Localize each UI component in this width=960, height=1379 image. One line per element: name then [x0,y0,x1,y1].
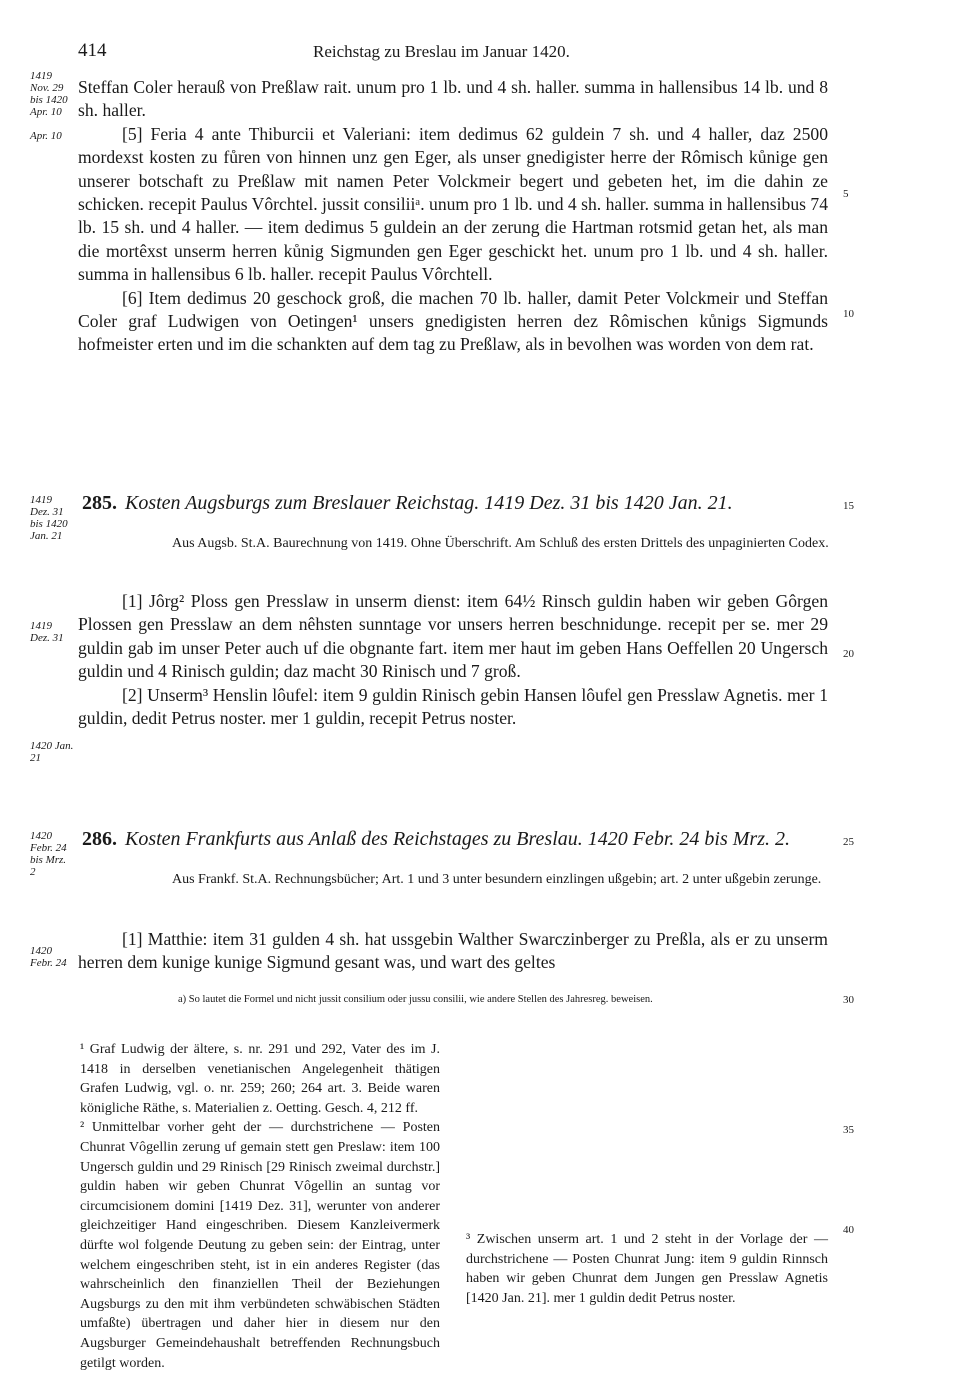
section-number: 286. [82,828,117,850]
section-286-title [82,828,790,851]
line-number: 25 [843,836,854,848]
section-285-source: Aus Augsb. St.A. Baurechnung von 1419. Ohne Überschrift. Am Schluß des ersten Drittels des unpaginierten Codex. [172,536,829,551]
line-number: 40 [843,1224,854,1236]
footnote-3: ³ Zwischen unserm art. 1 und 2 steht in der Vorlage der — durchstrichene — Posten Chunrat Jung: item 9 guldin Rinnsch haben wir geben Chunrat dem Jungen gen Presslaw Agnetis [1420 Jan. 21]. mer 1 guldin dedit Petrus noster. [466,1232,828,1306]
margin-note-date: 1419 Dez. 31 bis 1420 Jan. 21 [30,494,68,542]
paragraph-6: [6] Item dedimus 20 geschock groß, die machen 70 lb. haller, damit Peter Volckmeir und Steffan Coler graf Ludwigen von Oetingen¹ unsers gnedigisten herren dez Rômischen kůnigs Sigmunds hofmeister erten und im die schankten auf dem tag zu Preßlaw, als in bevolhen was worden von dem rat. [78,287,828,355]
section-heading: Kosten Augsburgs zum Breslauer Reichstag. 1419 Dez. 31 bis 1420 Jan. 21. [125,492,733,514]
line-number: 20 [843,648,854,660]
margin-note-date: 1419 Dez. 31 [30,620,64,644]
running-title: Reichstag zu Breslau im Januar 1420. [313,42,570,61]
article-2: [2] Unserm³ Henslin lôufel: item 9 guldin Rinisch gebin Hansen lôufel gen Presslaw Agnetis. mer 1 guldin, dedit Petrus noster. mer 1 guldin, recepit Petrus noster. [78,684,828,729]
section-285-body [78,590,828,730]
line-number: 10 [843,308,854,320]
section-286-source: Aus Frankf. St.A. Rechnungsbücher; Art. 1 und 3 unter besundern einzlingen ußgebin; art. 2 unter ußgebin zerunge. [172,872,822,887]
margin-note-date: 1420 Febr. 24 [30,945,67,969]
section-286-body [78,928,828,975]
margin-note-date: Apr. 10 [30,130,62,142]
footnote-2: ² Unmittelbar vorher geht der — durchstrichene — Posten Chunrat Vôgellin zerung uf gemain stett gen Preslaw: item 100 Ungersch guldin und 29 Rinisch [29 Rinisch zweimal durchstr.] guldin haben wir geben Chunrat Vôgellin an suntag vor circumcisionem domini [1419 Dez. 31], werunter von anderer gleichzeitiger Hand eingeschriben. Diesem Kanzleivermerk dürfte wol folgende Deutung zu geben sein: der Eintrag, unter welchem eingeschriben steht, ist in ein anderes Register (das wahrscheinlich den finanziellen Theil der Beziehungen Augsburgs zu den mit ihm verbündeten schwäbischen Städten umfaßte) übertragen und daher hier in diesem nur den Augsburger Gemeindehaushalt betreffenden Rechnungsbuch getilgt worden. [80,1120,440,1371]
line-number: 35 [843,1124,854,1136]
margin-note-date: 1420 Febr. 24 bis Mrz. 2 [30,830,67,878]
paragraph-5: [5] Feria 4 ante Thiburcii et Valeriani: item dedimus 62 guldein 7 sh. und 4 haller, daz 2500 mordexst kosten zu fůren von hinnen unz gen Eger, als unser gnedigister herre der Rômisch kůnige gen unserer botschaft zu Preßlaw mit namen Peter Volckmeir begert und gebeten het, im die dahin ze schicken. recepit Paulus Vôrchtel. jussit consiliiᵃ. unum pro 1 lb. und 4 sh. haller. summa in hallensibus 74 lb. 15 sh. und 4 haller. — item dedimus 5 guldein an der zerung die Hartman rotsmid getan het, als man die mortêxst unserm herren kůnig Sigmunden gen Eger geschickt het. unum pro 1 lb. und 4 sh. haller. summa in hallensibus 6 lb. haller. recepit Paulus Vôrchtell. [78,123,828,285]
section-285-title [82,492,733,515]
line-number: 5 [843,188,849,200]
margin-note-date: 1420 Jan. 21 [30,740,74,764]
article-1: [1] Jôrg² Ploss gen Presslaw in unserm dienst: item 64½ Rinsch guldin haben wir geben Gôrgen Plossen gen Presslaw an dem nêhsten sunntage vor unsers herren beschnidunge. recepit per se. mer 29 guldin gab im unser Peter auch uf die obgnante fart. item mer haut im geben Hans Oeffellen 20 Ungersch guldin und 4 Rinisch guldin; daz macht 30 Rinisch und 7 groß. [78,591,828,682]
top-text [78,76,828,357]
footnote-a: a) So lautet die Formel und nicht jussit consilium oder jussu consilii, wie andere Stellen des Jahresreg. beweisen. [178,994,653,1005]
line-number: 15 [843,500,854,512]
paragraph: Steffan Coler herauß von Preßlaw rait. unum pro 1 lb. und 4 sh. haller. summa in hallensibus 14 lb. und 8 sh. haller. [78,77,828,121]
section-heading: Kosten Frankfurts aus Anlaß des Reichstages zu Breslau. 1420 Febr. 24 bis Mrz. 2. [125,828,790,850]
article-1: [1] Matthie: item 31 gulden 4 sh. hat ussgebin Walther Swarczinberger zu Preßla, als er zu unserm herren dem kunige kunige Sigmund gesant was, und wart des geltes [78,929,828,973]
footnotes-right-column [466,1230,828,1308]
footnotes-left-column [80,1040,440,1373]
footnote-1: ¹ Graf Ludwig der ältere, s. nr. 291 und 292, Vater des im J. 1418 in derselben venetianischen Angelegenheit thätigen Grafen Ludwig, vgl. o. nr. 259; 260; 264 art. 3. Beide waren königliche Räthe, s. Materialien z. Oetting. Gesch. 4, 212 ff. [80,1042,440,1116]
margin-note-date: 1419 Nov. 29 bis 1420 Apr. 10 [30,70,68,118]
line-number: 30 [843,994,854,1006]
section-number: 285. [82,492,117,514]
page-number: 414 [78,40,107,61]
